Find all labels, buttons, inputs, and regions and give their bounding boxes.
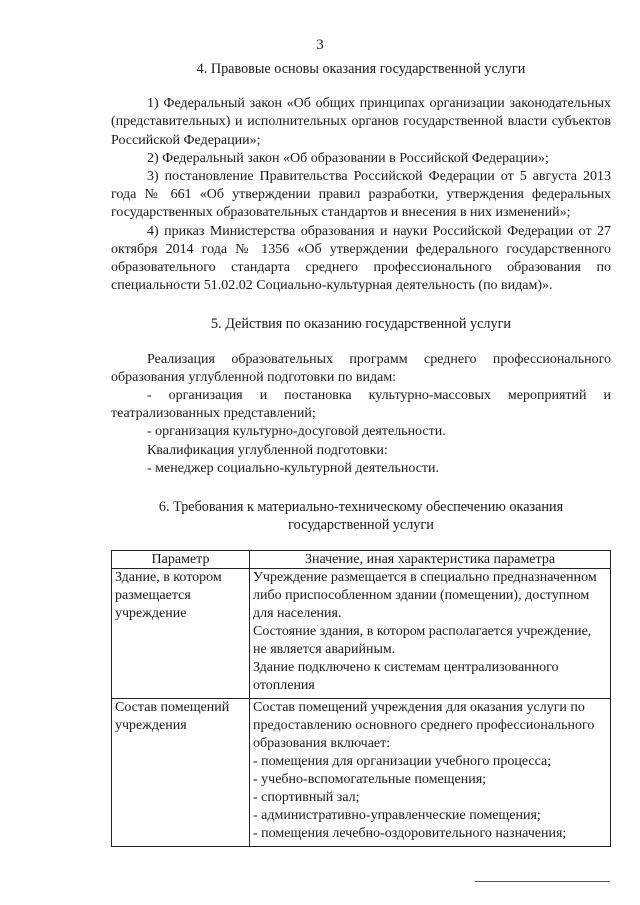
table-row	[112, 569, 611, 699]
value-line: - помещения лечебно-оздоровительного назначения;	[253, 826, 567, 842]
value-line: Здание подключено к системам централизованного отопления	[253, 660, 559, 694]
section-5-type: - организация и постановка культурно-массовых мероприятий и театрализованных представлений;	[111, 388, 611, 422]
table-header-value: Значение, иная характеристика параметра	[250, 551, 611, 569]
section-6-title	[111, 498, 611, 534]
page-content	[111, 60, 611, 847]
table-cell-parameter: Состав помещений учреждения	[112, 699, 250, 847]
section-5-title: 5. Действия по оказанию государственной услуги	[211, 316, 511, 333]
table-cell-parameter: Здание, в котором размещается учреждение	[112, 569, 250, 699]
section-4-item: 4) приказ Министерства образования и науки Российской Федерации от 27 октября 2014 года № 1356 «Об утверждении федерального государственного образовательного стандарта среднего профессионального образования по специальности 51.02.02 Социально-культурная деятельность (по видам)».	[111, 223, 611, 294]
table-header-parameter: Параметр	[112, 551, 250, 569]
qualification-value: - менеджер социально-культурной деятельности.	[147, 460, 440, 476]
section-4-item: 3) постановление Правительства Российской Федерации от 5 августа 2013 года № 661 «Об утверждении правил разработки, утверждения федеральных государственных образовательных стандартов и внесения в них изменений»;	[111, 169, 611, 221]
table-cell-value	[250, 699, 611, 847]
footer-divider	[475, 881, 610, 882]
qualification-label: Квалификация углубленной подготовки:	[147, 442, 388, 458]
value-line: - помещения для организации учебного процесса;	[253, 754, 552, 770]
value-line: Состояние здания, в котором располагается учреждение, не является аварийным.	[253, 624, 592, 658]
table-header-row	[112, 551, 611, 569]
section-4-item: 2) Федеральный закон «Об образовании в Российской Федерации»;	[147, 150, 549, 166]
value-line: - спортивный зал;	[253, 790, 360, 806]
value-line: - учебно-вспомогательные помещения;	[253, 772, 487, 788]
value-line: Учреждение размещается в специально предназначенном либо приспособленном здании (помещении), доступном для населения.	[253, 570, 597, 622]
value-line: - административно-управленческие помещения;	[253, 808, 541, 824]
requirements-table	[111, 550, 611, 847]
section-4-item: 1) Федеральный закон «Об общих принципах организации законодательных (представительных) и исполнительных органов государственной власти субъектов Российской Федерации»;	[111, 96, 611, 148]
table-cell-value	[250, 569, 611, 699]
value-line: Состав помещений учреждения для оказания услуги по предоставлению основного среднего профессионального образования включает:	[253, 700, 595, 752]
page-number: 3	[316, 37, 324, 53]
section-6-title-line-2: государственной услуги	[288, 517, 434, 534]
table-row	[112, 699, 611, 847]
section-4-title: 4. Правовые основы оказания государственной услуги	[196, 61, 526, 77]
section-6-title-line-1: 6. Требования к материально-техническому обеспечению оказания	[158, 499, 564, 516]
section-5-intro: Реализация образовательных программ среднего профессионального образования углубленной подготовки по видам:	[111, 351, 611, 385]
section-5-type: - организация культурно-досуговой деятельности.	[147, 424, 446, 440]
